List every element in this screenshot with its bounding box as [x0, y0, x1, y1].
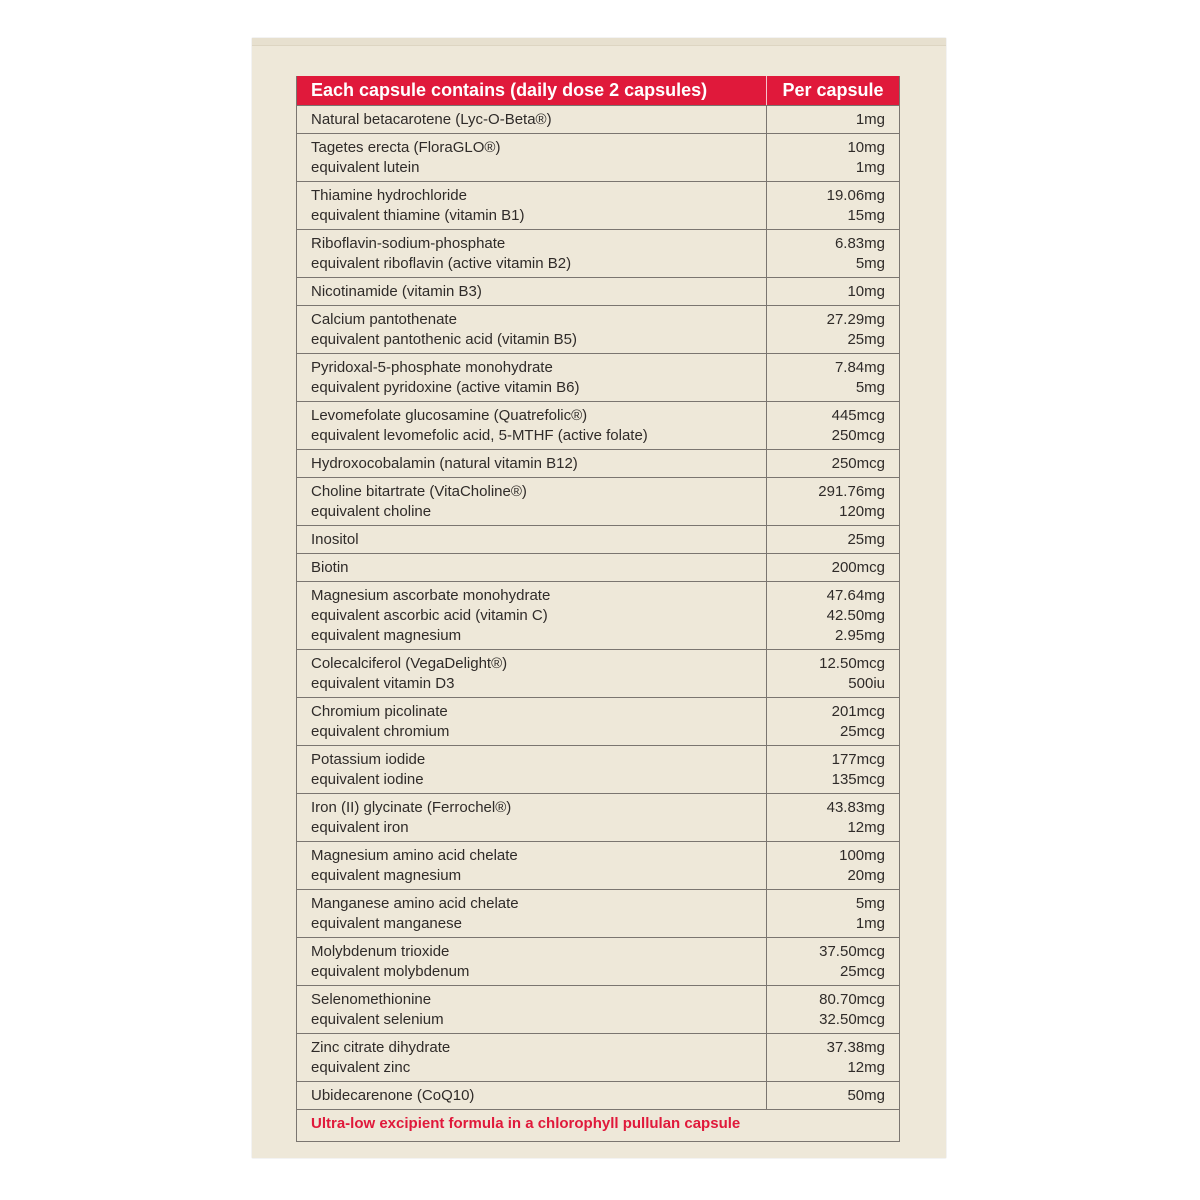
- ingredient-line: Riboflavin-sodium-phosphate: [311, 235, 506, 252]
- ingredient-cell: [297, 938, 767, 985]
- ingredient-cell: [297, 278, 767, 305]
- table-row: [297, 449, 899, 477]
- table-row: [297, 353, 899, 401]
- supplement-facts-table: [296, 76, 900, 1142]
- ingredient-line: Magnesium amino acid chelate: [311, 847, 518, 864]
- ingredient-line: Tagetes erecta (FloraGLO®): [311, 139, 501, 156]
- table-row: [297, 181, 899, 229]
- amount-cell: [767, 986, 899, 1033]
- amount-cell: [767, 1034, 899, 1081]
- amount-line: 100mg: [839, 847, 885, 864]
- ingredient-line: equivalent ascorbic acid (vitamin C): [311, 607, 548, 624]
- ingredient-cell: [297, 230, 767, 277]
- table-row: [297, 985, 899, 1033]
- amount-cell: [767, 526, 899, 553]
- amount-line: 5mg: [855, 895, 885, 912]
- amount-cell: [767, 354, 899, 401]
- ingredient-cell: [297, 402, 767, 449]
- ingredient-cell: [297, 698, 767, 745]
- amount-line: 12mg: [847, 1059, 885, 1076]
- ingredient-cell: [297, 1034, 767, 1081]
- ingredient-line: Colecalciferol (VegaDelight®): [311, 655, 508, 672]
- ingredient-line: Hydroxocobalamin (natural vitamin B12): [311, 455, 578, 472]
- ingredient-line: Iron (II) glycinate (Ferrochel®): [311, 799, 512, 816]
- ingredient-cell: [297, 1082, 767, 1109]
- amount-line: 32.50mcg: [819, 1011, 885, 1028]
- amount-cell: [767, 450, 899, 477]
- amount-line: 177mcg: [831, 751, 885, 768]
- amount-line: 445mcg: [831, 407, 885, 424]
- amount-line: 200mcg: [831, 559, 885, 576]
- amount-line: 5mg: [855, 379, 885, 396]
- ingredient-line: Thiamine hydrochloride: [311, 187, 467, 204]
- ingredient-cell: [297, 746, 767, 793]
- ingredient-line: Choline bitartrate (VitaCholine®): [311, 483, 527, 500]
- ingredient-line: equivalent levomefolic acid, 5-MTHF (active folate): [311, 427, 648, 444]
- ingredient-line: equivalent molybdenum: [311, 963, 470, 980]
- table-row: [297, 1081, 899, 1109]
- ingredient-cell: [297, 650, 767, 697]
- table-body: [297, 105, 899, 1109]
- amount-cell: [767, 402, 899, 449]
- ingredient-line: Calcium pantothenate: [311, 311, 457, 328]
- amount-line: 291.76mg: [818, 483, 885, 500]
- ingredient-line: equivalent zinc: [311, 1059, 411, 1076]
- amount-line: 1mg: [855, 111, 885, 128]
- amount-cell: [767, 582, 899, 649]
- ingredient-line: equivalent vitamin D3: [311, 675, 455, 692]
- ingredient-line: equivalent selenium: [311, 1011, 444, 1028]
- amount-line: 12.50mcg: [819, 655, 885, 672]
- ingredient-cell: [297, 890, 767, 937]
- amount-line: 80.70mcg: [819, 991, 885, 1008]
- ingredient-line: Potassium iodide: [311, 751, 426, 768]
- ingredient-line: equivalent magnesium: [311, 627, 462, 644]
- table-row: [297, 841, 899, 889]
- ingredient-line: Zinc citrate dihydrate: [311, 1039, 451, 1056]
- amount-line: 1mg: [855, 915, 885, 932]
- table-row: [297, 305, 899, 353]
- amount-line: 7.84mg: [834, 359, 885, 376]
- amount-cell: [767, 554, 899, 581]
- ingredient-line: Biotin: [311, 559, 349, 576]
- header-ingredient-label: Each capsule contains (daily dose 2 capsules): [297, 76, 767, 105]
- amount-line: 250mcg: [831, 455, 885, 472]
- ingredient-line: Levomefolate glucosamine (Quatrefolic®): [311, 407, 588, 424]
- table-header-row: [297, 76, 899, 105]
- amount-line: 37.50mcg: [819, 943, 885, 960]
- header-amount-label: Per capsule: [782, 80, 884, 100]
- amount-line: 20mg: [847, 867, 885, 884]
- table-row: [297, 581, 899, 649]
- amount-cell: [767, 698, 899, 745]
- box-top-flap-edge: [252, 38, 946, 46]
- table-row: [297, 649, 899, 697]
- amount-cell: [767, 134, 899, 181]
- ingredient-line: equivalent thiamine (vitamin B1): [311, 207, 525, 224]
- footer-note: Ultra-low excipient formula in a chlorophyll pullulan capsule: [297, 1109, 899, 1141]
- ingredient-cell: [297, 182, 767, 229]
- amount-line: 135mcg: [831, 771, 885, 788]
- ingredient-line: equivalent chromium: [311, 723, 450, 740]
- ingredient-cell: [297, 526, 767, 553]
- table-row: [297, 105, 899, 133]
- ingredient-line: equivalent lutein: [311, 159, 420, 176]
- amount-line: 120mg: [839, 503, 885, 520]
- ingredient-line: Manganese amino acid chelate: [311, 895, 519, 912]
- ingredient-line: Chromium picolinate: [311, 703, 448, 720]
- amount-line: 42.50mg: [826, 607, 885, 624]
- table-row: [297, 477, 899, 525]
- ingredient-line: Inositol: [311, 531, 359, 548]
- amount-line: 1mg: [855, 159, 885, 176]
- ingredient-line: equivalent iron: [311, 819, 409, 836]
- ingredient-line: equivalent pyridoxine (active vitamin B6): [311, 379, 580, 396]
- amount-line: 12mg: [847, 819, 885, 836]
- amount-line: 25mg: [847, 331, 885, 348]
- amount-cell: [767, 842, 899, 889]
- table-row: [297, 889, 899, 937]
- amount-line: 27.29mg: [826, 311, 885, 328]
- table-row: [297, 1033, 899, 1081]
- amount-line: 15mg: [847, 207, 885, 224]
- ingredient-cell: [297, 554, 767, 581]
- amount-cell: [767, 278, 899, 305]
- table-row: [297, 229, 899, 277]
- ingredient-line: equivalent iodine: [311, 771, 424, 788]
- ingredient-line: Selenomethionine: [311, 991, 432, 1008]
- amount-line: 25mcg: [839, 723, 885, 740]
- table-row: [297, 697, 899, 745]
- amount-cell: [767, 1082, 899, 1109]
- ingredient-line: Molybdenum trioxide: [311, 943, 450, 960]
- ingredient-cell: [297, 354, 767, 401]
- ingredient-cell: [297, 794, 767, 841]
- amount-line: 201mcg: [831, 703, 885, 720]
- ingredient-line: Nicotinamide (vitamin B3): [311, 283, 482, 300]
- table-row: [297, 277, 899, 305]
- amount-line: 25mcg: [839, 963, 885, 980]
- table-row: [297, 553, 899, 581]
- amount-cell: [767, 746, 899, 793]
- ingredient-line: equivalent riboflavin (active vitamin B2): [311, 255, 572, 272]
- amount-line: 10mg: [847, 139, 885, 156]
- table-row: [297, 133, 899, 181]
- amount-line: 50mg: [847, 1087, 885, 1104]
- amount-cell: [767, 230, 899, 277]
- amount-line: 19.06mg: [826, 187, 885, 204]
- ingredient-cell: [297, 306, 767, 353]
- ingredient-cell: [297, 582, 767, 649]
- table-row: [297, 525, 899, 553]
- amount-cell: [767, 938, 899, 985]
- amount-cell: [767, 182, 899, 229]
- ingredient-cell: [297, 450, 767, 477]
- amount-line: 10mg: [847, 283, 885, 300]
- ingredient-cell: [297, 986, 767, 1033]
- table-row: [297, 793, 899, 841]
- ingredient-cell: [297, 478, 767, 525]
- ingredient-line: Magnesium ascorbate monohydrate: [311, 587, 551, 604]
- amount-cell: [767, 306, 899, 353]
- ingredient-line: equivalent pantothenic acid (vitamin B5): [311, 331, 577, 348]
- ingredient-line: Natural betacarotene (Lyc-O-Beta®): [311, 111, 552, 128]
- amount-cell: [767, 478, 899, 525]
- amount-line: 500iu: [848, 675, 885, 692]
- amount-cell: [767, 650, 899, 697]
- table-row: [297, 745, 899, 793]
- amount-cell: [767, 794, 899, 841]
- ingredient-line: Pyridoxal-5-phosphate monohydrate: [311, 359, 553, 376]
- ingredient-cell: [297, 106, 767, 133]
- ingredient-line: equivalent magnesium: [311, 867, 462, 884]
- amount-line: 37.38mg: [826, 1039, 885, 1056]
- amount-line: 250mcg: [831, 427, 885, 444]
- amount-line: 47.64mg: [826, 587, 885, 604]
- amount-line: 2.95mg: [834, 627, 885, 644]
- product-box-side: [252, 38, 946, 1158]
- ingredient-line: equivalent manganese: [311, 915, 462, 932]
- ingredient-line: Ubidecarenone (CoQ10): [311, 1087, 475, 1104]
- ingredient-cell: [297, 134, 767, 181]
- amount-cell: [767, 890, 899, 937]
- ingredient-line: equivalent choline: [311, 503, 432, 520]
- amount-line: 6.83mg: [834, 235, 885, 252]
- ingredient-cell: [297, 842, 767, 889]
- amount-line: 5mg: [855, 255, 885, 272]
- table-row: [297, 937, 899, 985]
- amount-line: 43.83mg: [826, 799, 885, 816]
- amount-line: 25mg: [847, 531, 885, 548]
- table-row: [297, 401, 899, 449]
- amount-cell: [767, 106, 899, 133]
